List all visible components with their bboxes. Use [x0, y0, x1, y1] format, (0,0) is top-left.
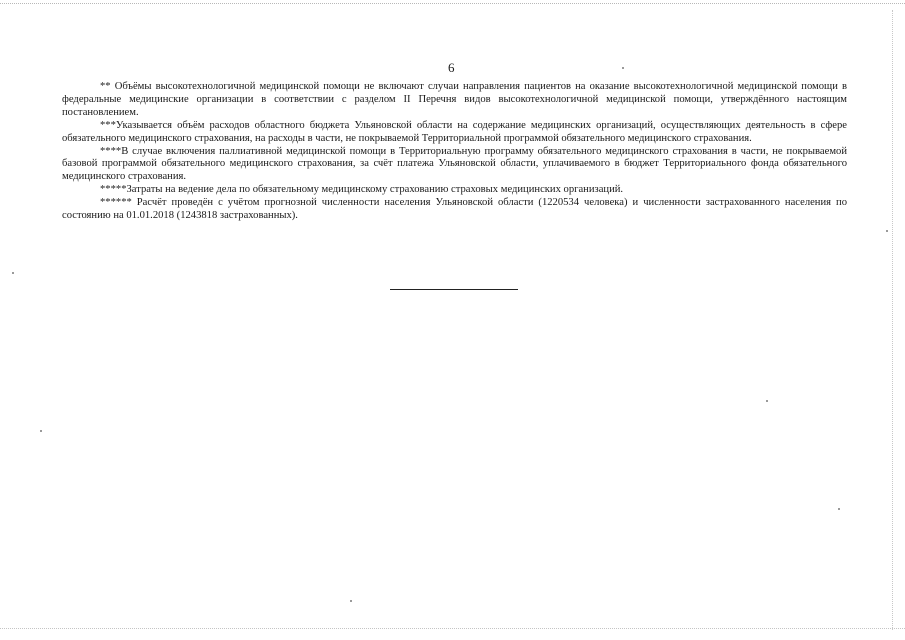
scan-speck [622, 67, 624, 69]
scan-edge-top [0, 3, 905, 4]
footnote-high-tech-care: ** Объёмы высокотехнологичной медицинской помощи не включают случаи направления пациентов на оказание высокотехнологичной медицинской помощи в федеральные медицинские организации в соответствии с разделом II Перечня видов высокотехнологичной медицинской помощи, утверждённого настоящим постановлением. [62, 81, 847, 118]
scan-speck [40, 430, 42, 432]
end-of-document-rule [390, 289, 518, 290]
scan-speck [350, 600, 352, 602]
footnote-administrative-costs: *****Затраты на ведение дела по обязательному медицинскому страхованию страховых медицинских организаций. [100, 184, 624, 196]
scan-speck [12, 272, 14, 274]
page-number: 6 [448, 60, 455, 75]
scan-speck [766, 400, 768, 402]
scan-speck [886, 230, 888, 232]
scan-edge-bottom [0, 628, 905, 629]
scan-edge-right [892, 10, 893, 630]
scan-speck [838, 508, 840, 510]
footnote-palliative-care: ****В случае включения паллиативной медицинской помощи в Территориальную программу обязательного медицинского страхования в части, не покрываемой базовой программой обязательного медицинского страхования, за счёт платежа Ульяновской области, уплачиваемого в бюджет Территориального фонда обязательного медицинского страхования. [62, 145, 847, 183]
footnote-population-calculation: ****** Расчёт проведён с учётом прогнозной численности населения Ульяновской области (1220534 человека) и численности застрахованного населения по состоянию на 01.01.2018 (1243818 застрахованных). [62, 197, 847, 222]
footnotes-block [62, 81, 847, 223]
footnote-regional-budget-expenses: ***Указывается объём расходов областного бюджета Ульяновской области на содержание медицинских организаций, осуществляющих деятельность в сфере обязательного медицинского страхования, на расходы в части, не покрываемой Территориальной программой обязательного медицинского страхования. [62, 119, 847, 144]
